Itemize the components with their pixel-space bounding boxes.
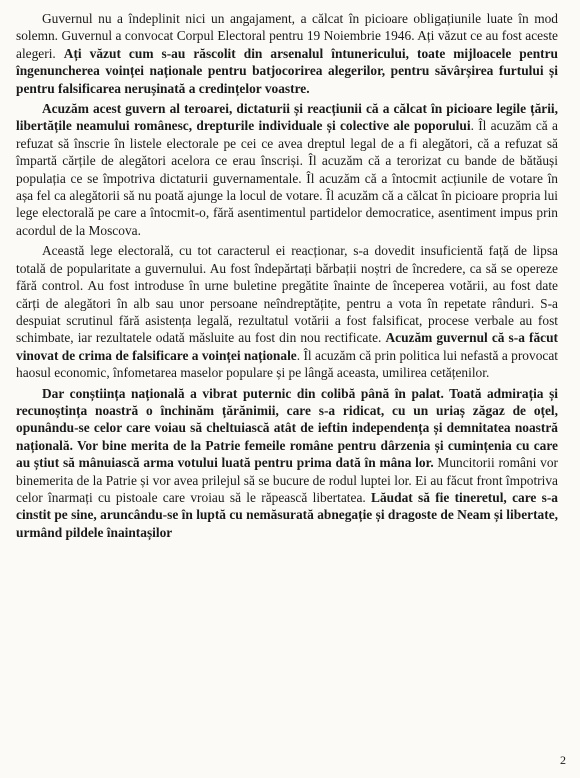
paragraph-4 [16, 385, 558, 542]
paragraph-4-bold-text: Dar conștiința națională a vibrat puternic din colibă până în palat. Toată admirația și recunoștința noastră o închinăm țărănimii, care s-a ridicat, cu un uriaș zăgaz de oțel, opunându-se celor care voiau să cheltuiască atât de ieftin independența și demnitatea noastră națională. Vor bine merita de la Patrie femeile române pentru dârzenia și cumințenia cu care au știut să mânuiască arma votului luată pentru prima dată în mâna lor. [16, 385, 558, 471]
paragraph-1 [16, 10, 558, 97]
paragraph-3 [16, 242, 558, 381]
paragraph-1-bold-text: Ați văzut cum s-au răscolit din arsenalul întunericului, toate mijloacele pentru îngenuncherea voinței naționale pentru batjocorirea alegerilor, pentru săvârșirea furtului și pentru falsificarea nerușinată a credințelor voastre. [16, 45, 558, 96]
paragraph-3-bold-text: Acuzăm guvernul că s-a făcut vinovat de crima de falsificare a voinței naționale [16, 330, 558, 363]
paragraph-2-text: . Îl acuzăm că a refuzat să înscrie în listele electorale pe cei ce avea dreptul legal de a fi alegători, că a refuzat să împartă cărțile de alegători acelora ce erau înscriși. Îl acuzăm că a terorizat cu bande de bătăuși populația ce se împotriva dictaturii guvernamentale. Îl acuzăm că a întocmit acțiunile de votare în așa fel ca alegătorii să nu poată ajunge la locul de votare. Îl acuzăm că a călcat în picioare propria lui lege electorală pe care a întocmit-o, fără asentimentul partidelor democratice, asentiment impus prin acordul de la Moscova. [16, 118, 558, 238]
paragraph-4-bold-text-end: Lăudat să fie tineretul, care s-a cinstit pe sine, aruncându-se în luptă cu nemăsurată abnegație și dragoste de Neam și libertate, urmând pildele înaintașilor [16, 489, 558, 540]
paragraph-1-text: Guvernul nu a îndeplinit nici un angajament, a călcat în picioare obligațiunile luate în mod solemn. Guvernul a convocat Corpul Electoral pentru 19 Noiembrie 1946. Ați văzut ce au fost aceste alegeri. [16, 11, 558, 61]
paragraph-4-text: Muncitorii români vor binemerita de la Patrie și vor avea prilejul să se bucure de rodul luptei lor. Ei au făcut front împotriva celor înarmați cu pistoale care vroiau să le răpească libertatea. [16, 455, 558, 505]
paragraph-3-text-end: . Îl acuzăm că prin politica lui nefastă a provocat haosul economic, înfometarea maselor populare și pe lângă aceasta, umilirea cetățenilor. [16, 347, 558, 381]
page-number: 2 [560, 753, 566, 767]
paragraph-3-text: Această lege electorală, cu tot caracterul ei reacționar, s-a dovedit insuficientă față de lipsa totală de popularitate a guvernului. Au fost îndepărtați bărbații noștri de încredere, ca să se opereze fără control. Au fost introduse în urne buletine pregătite înainte de începerea votării, au fost date cărți de alegători în alb sau unor persoane neîndreptățite, pentru a vota în repetate rânduri. S-a despuiat scrutinul fără asistența legală, rezultatul votării a fost falsificat, procese verbale au fost schimbate, iar rezultatele odată măsluite au fost din nou rectificate. [16, 243, 558, 346]
paragraph-2-bold-text: Acuzăm acest guvern al teroarei, dictaturii și reacțiunii că a călcat în picioare legile țării, libertățile neamului românesc, drepturile individuale și colective ale poporului [16, 101, 558, 134]
paragraph-2 [16, 100, 558, 239]
